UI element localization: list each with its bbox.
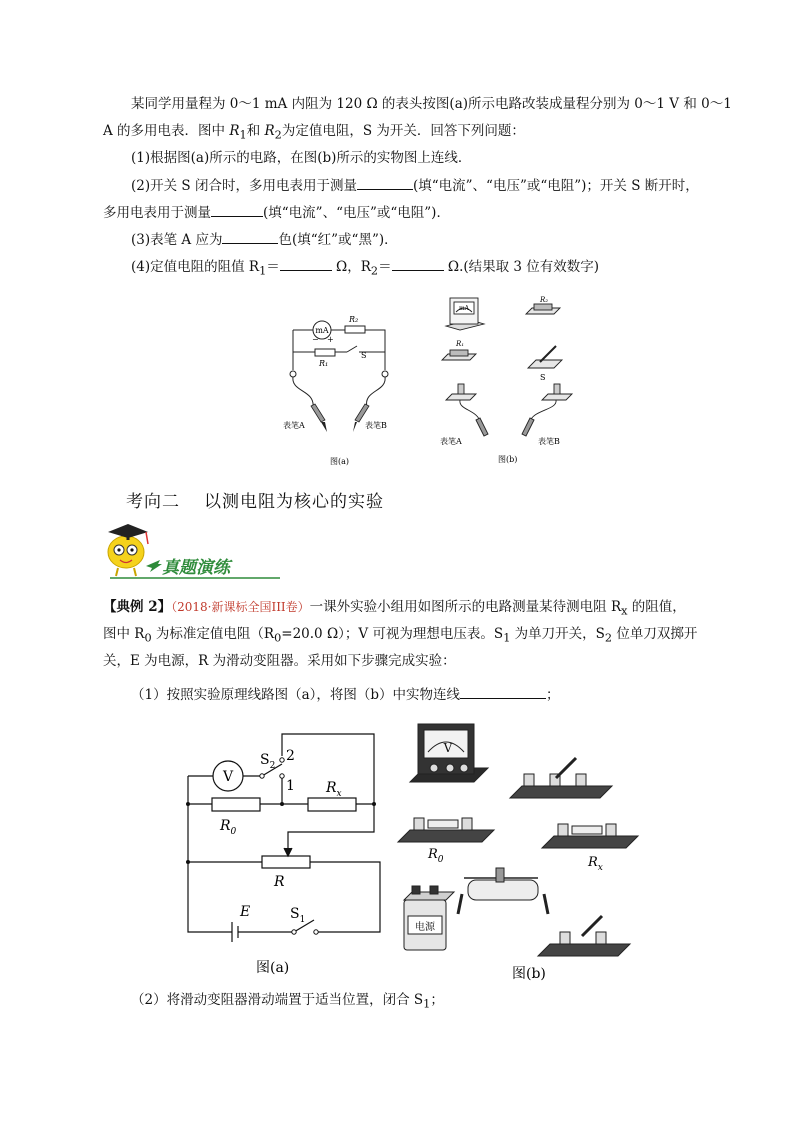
subscript: 2 <box>604 631 613 645</box>
r1-label: R₁ <box>456 340 465 348</box>
r2-label: R₂ <box>349 315 359 324</box>
text-segment: 为定值电阻，S 为开关．回答下列问题： <box>281 123 525 139</box>
resistor-r1-device-icon <box>442 350 476 360</box>
terminal-b <box>382 371 388 377</box>
text-segment: 图中 R <box>103 626 145 642</box>
s2-label <box>260 752 275 771</box>
resistor-r0-device-icon <box>398 818 494 842</box>
switch-s <box>347 346 357 352</box>
text-segment: A 的多用电表．图中 <box>103 123 230 139</box>
meter-label: mA <box>315 326 329 335</box>
problem1-intro-line1: 某同学用量程为 0～1 mA 内阻为 120 Ω 的表头按图(a)所示电路改装成量程分别为 0～1 V 和 0～1 <box>131 96 732 112</box>
subscript: 0 <box>274 631 282 645</box>
switch-s2-contact-2 <box>280 758 284 762</box>
resistor-rx <box>308 798 356 811</box>
rx-label <box>325 780 342 799</box>
problem1-figure-b <box>432 290 592 470</box>
practice-banner <box>100 516 290 582</box>
rx-letter: R <box>326 780 337 796</box>
terminal-a <box>290 371 296 377</box>
text-segment: ； <box>430 992 444 1008</box>
r0-subscript: 0 <box>230 827 237 837</box>
s2-letter: S <box>260 752 270 768</box>
rx-letter: R <box>588 855 598 870</box>
subscript: 1 <box>503 631 511 645</box>
problem1-figure-a <box>275 292 405 470</box>
subscript: 2 <box>274 128 282 142</box>
text-segment: 位单刀双掷开 <box>612 626 698 642</box>
resistor-rx-device-icon <box>542 824 638 848</box>
voltmeter-label: V <box>222 769 234 785</box>
voltmeter-device-icon <box>410 724 488 782</box>
subscript: 1 <box>259 264 267 278</box>
text-segment: （1）按照实验原理线路图（a），将图（b）中实物连线 <box>131 687 461 703</box>
terminal-a-device-icon <box>446 384 476 400</box>
text-segment: ； <box>546 687 560 703</box>
switch-s2-contact-1 <box>280 774 284 778</box>
meter-plus-label: + <box>327 335 334 344</box>
text-segment: ＝ <box>378 259 392 275</box>
section-label: 考向二 <box>126 492 180 512</box>
probe-a-icon <box>476 418 488 436</box>
r0-letter: R <box>428 847 438 862</box>
problem2-line2 <box>103 624 697 649</box>
text-segment: 多用电表用于测量 <box>103 205 211 221</box>
probe-b-label: 表笔B <box>365 421 387 430</box>
answer-blank[interactable] <box>211 202 263 217</box>
text-segment: 色(填“红”或“黑”)． <box>278 232 398 248</box>
resistor-r0 <box>212 798 260 811</box>
section-heading <box>126 487 384 512</box>
subscript: 1 <box>423 997 431 1011</box>
problem2-figure-a <box>170 720 390 982</box>
section-title: 以测电阻为核心的实验 <box>204 492 384 512</box>
subscript: 2 <box>370 264 379 278</box>
figure-caption: 图(a) <box>256 960 290 976</box>
battery-e <box>232 922 238 942</box>
subscript: 0 <box>144 631 152 645</box>
question-3 <box>131 229 398 250</box>
subscript: x <box>621 604 628 618</box>
s1-letter: S <box>290 906 300 922</box>
contact-2-label: 2 <box>286 748 295 764</box>
r0-subscript: 0 <box>437 855 444 865</box>
problem2-figure-b <box>392 718 652 986</box>
text-segment: Ω.(结果取 3 位有效数字) <box>443 259 600 275</box>
banner-text: 真题演练 <box>162 558 230 578</box>
resistor-r1 <box>315 349 335 356</box>
switch-s1-contact <box>314 930 318 934</box>
text-segment: (3)表笔 A 应为 <box>131 232 223 248</box>
meter-label: mA <box>458 305 470 312</box>
text-segment: (填“电流”、“电压”或“电阻”)；开关 S 断开时， <box>412 178 699 194</box>
figure-caption: 图(a) <box>330 457 350 466</box>
r2-label: R₂ <box>540 296 549 304</box>
rx-subscript: x <box>597 863 603 873</box>
text-segment: （2）将滑动变阻器滑动端置于适当位置，闭合 S <box>131 992 424 1008</box>
answer-blank[interactable] <box>357 175 413 190</box>
question-4 <box>131 256 599 282</box>
resistor-r2 <box>345 326 365 333</box>
meter-minus-label: − <box>312 335 319 344</box>
problem2-step1 <box>131 684 560 705</box>
subscript: 1 <box>239 128 247 142</box>
switch-s2-pivot <box>260 774 264 778</box>
probe-a-label: 表笔A <box>440 437 462 446</box>
problem1-intro-line2 <box>103 121 525 146</box>
problem2-step2 <box>131 990 444 1015</box>
battery-device-icon <box>404 886 454 950</box>
s2-subscript: 2 <box>269 761 276 771</box>
switch-s2-device-icon <box>510 758 612 798</box>
rheostat-r <box>262 856 310 868</box>
junction-dot <box>280 802 284 806</box>
terminal-b-device-icon <box>542 384 572 400</box>
contact-1-label: 1 <box>286 778 295 794</box>
battery-label: 电源 <box>415 922 435 933</box>
text-segment: (填“电流”、“电压”或“电阻”)． <box>263 205 450 221</box>
r-label: R <box>274 874 285 890</box>
text-segment: (2)开关 S 闭合时，多用电表用于测量 <box>131 178 357 194</box>
probe-a-label: 表笔A <box>283 421 305 430</box>
figure-caption: 图(b) <box>498 455 518 464</box>
probe-a-icon <box>311 404 327 432</box>
voltmeter-label: V <box>443 741 453 755</box>
junction-dot <box>372 802 376 806</box>
figure-caption: 图(b) <box>512 966 546 982</box>
text-segment: 为单刀开关，S <box>510 626 605 642</box>
text-segment: ＝ <box>266 259 280 275</box>
symbol-r1: R <box>229 123 240 139</box>
r0-label <box>219 818 237 837</box>
e-label: E <box>240 904 251 920</box>
r1-label: R₁ <box>319 359 329 368</box>
junction-dot <box>186 802 190 806</box>
mascot-icon <box>108 524 148 576</box>
probe-b-label: 表笔B <box>538 437 560 446</box>
milliammeter-device-icon <box>446 298 484 330</box>
s1-subscript: 1 <box>299 915 306 925</box>
text-segment: =20.0 Ω）；V 可视为理想电压表。S <box>281 626 504 642</box>
switch-device-icon <box>528 346 562 368</box>
rx-label <box>587 855 603 873</box>
question-2-line2 <box>103 202 450 223</box>
question-2-line1 <box>131 175 699 196</box>
problem-tag: 【典例 2】 <box>103 599 172 615</box>
text-segment: 的阻值， <box>627 599 686 615</box>
probe-b-icon <box>522 418 534 436</box>
arrow-icon <box>146 560 162 572</box>
text-segment: 一课外实验小组用如图所示的电路测量某待测电阻 R <box>309 599 622 615</box>
text-segment: 为标准定值电阻（R <box>151 626 275 642</box>
text-segment: (4)定值电阻的阻值 R <box>131 259 260 275</box>
text-segment: 和 <box>246 123 265 139</box>
rheostat-device-icon <box>458 868 548 914</box>
switch-s1-device-icon <box>538 916 630 956</box>
r0-label <box>427 847 444 865</box>
question-1: (1)根据图(a)所示的电路，在图(b)所示的实物图上连线． <box>131 150 472 166</box>
text-segment: Ω，R <box>331 259 371 275</box>
rx-subscript: x <box>336 789 342 799</box>
resistor-r2-device-icon <box>526 304 560 314</box>
problem-source: （2018·新课标全国III卷） <box>171 600 310 614</box>
junction-dot <box>186 860 190 864</box>
answer-blank[interactable] <box>222 229 278 244</box>
s-label: S <box>540 373 546 382</box>
switch-s1-pivot <box>292 930 296 934</box>
s1-label <box>290 906 305 925</box>
s-label: S <box>361 351 367 360</box>
answer-blank[interactable] <box>460 684 546 699</box>
symbol-r2: R <box>264 123 275 139</box>
answer-blank[interactable] <box>280 256 332 271</box>
problem2-line1 <box>103 597 686 622</box>
problem2-line3: 关，E 为电源，R 为滑动变阻器。采用如下步骤完成实验： <box>103 653 456 669</box>
answer-blank[interactable] <box>392 256 444 271</box>
r0-letter: R <box>220 818 231 834</box>
